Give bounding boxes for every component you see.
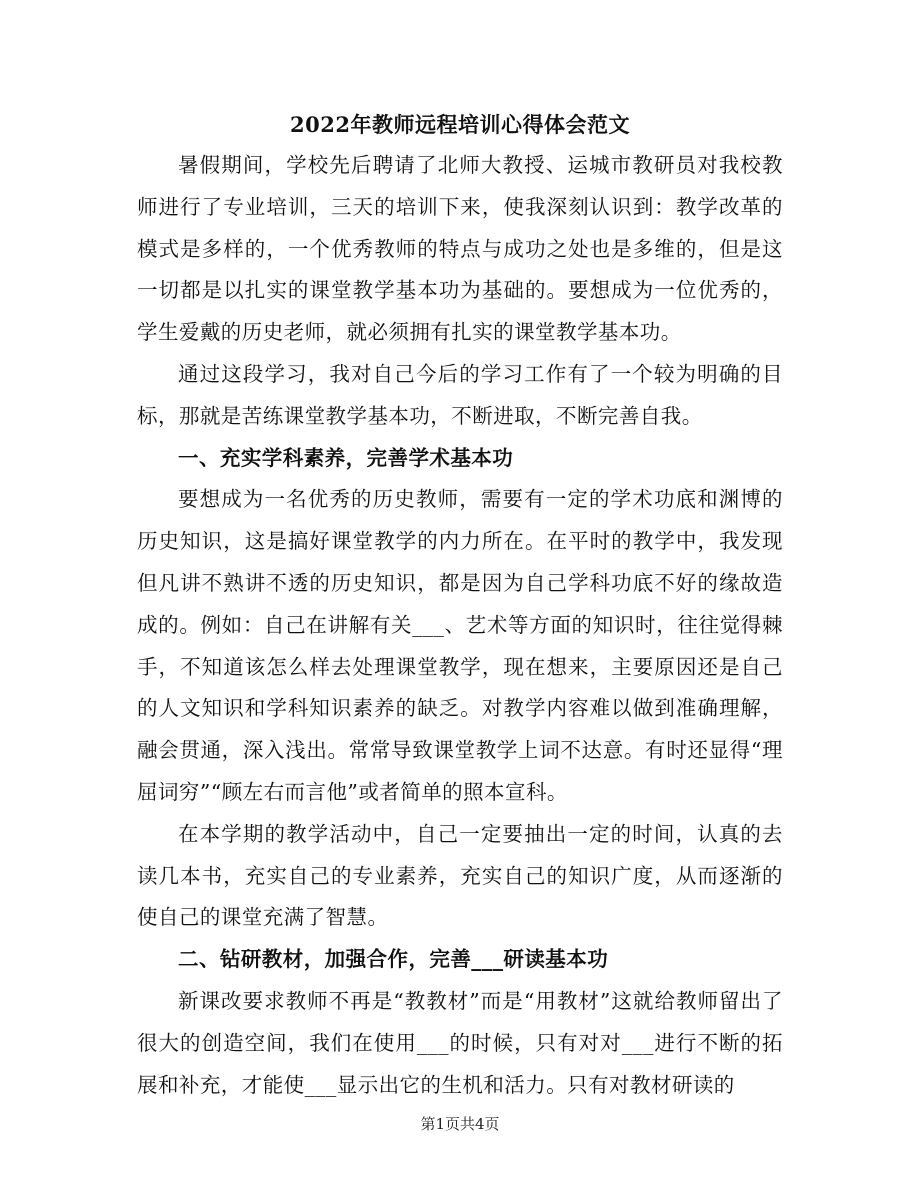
document-body <box>137 145 783 1106</box>
paragraph: 暑假期间，学校先后聘请了北师大教授、运城市教研员对我校教师进行了专业培训，三天的培训下来，使我深刻认识到：教学改革的模式是多样的，一个优秀教师的特点与成功之处也是多维的，但是这一切都是以扎实的课堂教学基本功为基础的。要想成为一位优秀的，学生爱戴的历史老师，就必须拥有扎实的课堂教学基本功。 <box>137 153 783 345</box>
document-title: 2022年教师远程培训心得体会范文 <box>290 112 630 137</box>
section-heading: 一、充实学科素养，完善学术基本功 <box>178 445 514 470</box>
paragraph: 通过这段学习，我对自己今后的学习工作有了一个较为明确的目标，那就是苦练课堂教学基本功，不断进取，不断完善自我。 <box>137 361 783 428</box>
section-heading: 二、钻研教材，加强合作，完善___研读基本功 <box>178 947 609 972</box>
paragraph: 要想成为一名优秀的历史教师，需要有一定的学术功底和渊博的历史知识，这是搞好课堂教学的内力所在。在平时的教学中，我发现但凡讲不熟讲不透的历史知识，都是因为自己学科功底不好的缘故造成的。例如：自己在讲解有关___、艺术等方面的知识时，往往觉得棘手，不知道该怎么样去处理课堂教学，现在想来，主要原因还是自己的人文知识和学科知识素养的缺乏。对教学内容难以做到准确理解，融会贯通，深入浅出。常常导致课堂教学上词不达意。有时还显得“理屈词穷”“顾左右而言他”或者简单的照本宣科。 <box>137 487 783 804</box>
paragraph: 新课改要求教师不再是“教教材”而是“用教材”这就给教师留出了很大的创造空间，我们在使用___的时候，只有对对___进行不断的拓展和补充，才能使___显示出它的生机和活力。只有对教材研读的 <box>137 988 783 1097</box>
page-footer: 第1页共4页 <box>420 1115 500 1133</box>
paragraph: 在本学期的教学活动中，自己一定要抽出一定的时间，认真的去读几本书，充实自己的专业素养，充实自己的知识广度，从而逐渐的使自己的课堂充满了智慧。 <box>137 821 783 930</box>
